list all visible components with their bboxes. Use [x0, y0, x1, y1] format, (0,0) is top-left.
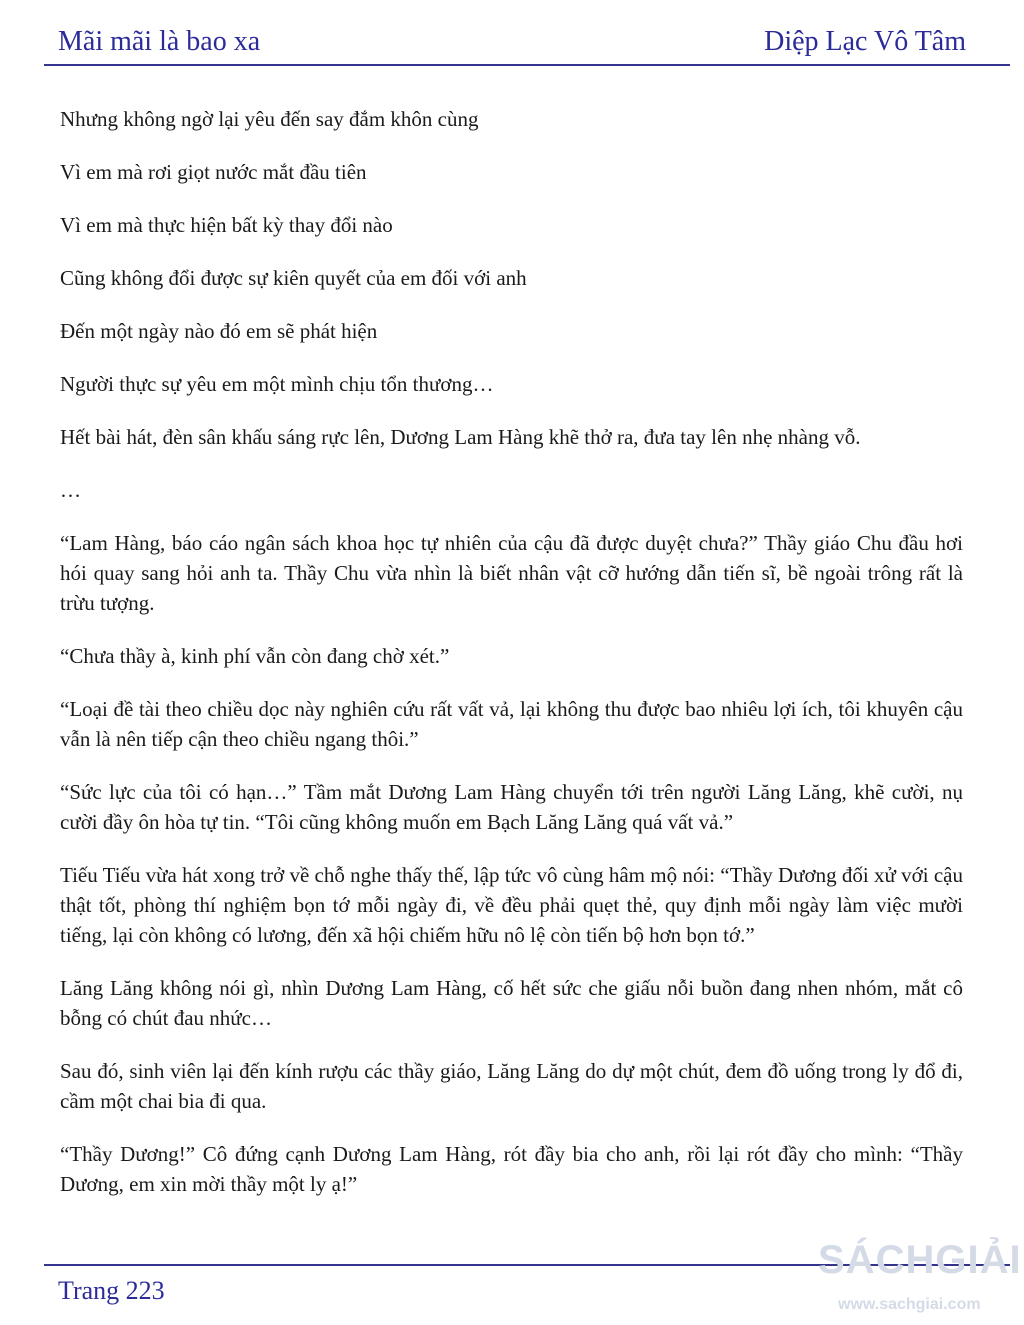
paragraph: Lăng Lăng không nói gì, nhìn Dương Lam Hàng, cố hết sức che giấu nỗi buồn đang nhen nhóm, mắt cô bỗng có chút đau nhức…	[60, 976, 963, 1030]
page-number: Trang 223	[58, 1276, 165, 1305]
paragraph: Tiếu Tiếu vừa hát xong trở về chỗ nghe thấy thế, lập tức vô cùng hâm mộ nói: “Thầy Dương đối xử với cậu thật tốt, phòng thí nghiệm bọn tớ mỗi ngày đi, về đều phải quẹt thẻ, quy định mỗi ngày làm việc mười tiếng, lại còn không có lương, đến xã hội chiếm hữu nô lệ còn tiến bộ hơn bọn tớ.”	[60, 863, 963, 947]
paragraph: “Sức lực của tôi có hạn…” Tầm mắt Dương Lam Hàng chuyển tới trên người Lăng Lăng, khẽ cười, nụ cười đầy ôn hòa tự tin. “Tôi cũng không muốn em Bạch Lăng Lăng quá vất vả.”	[60, 780, 963, 834]
text-line: Đến một ngày nào đó em sẽ phát hiện	[60, 319, 378, 343]
header-title: Mãi mãi là bao xa	[58, 26, 261, 57]
text-line: Người thực sự yêu em một mình chịu tổn thương…	[60, 372, 494, 396]
text-line: …	[60, 478, 81, 502]
watermark-url: www.sachgiai.com	[838, 1296, 981, 1313]
header-rule	[44, 64, 1010, 66]
text-line: Cũng không đổi được sự kiên quyết của em đối với anh	[60, 266, 527, 290]
paragraph: Sau đó, sinh viên lại đến kính rượu các thầy giáo, Lăng Lăng do dự một chút, đem đồ uống trong ly đổ đi, cầm một chai bia đi qua.	[60, 1059, 963, 1113]
header-author: Diệp Lạc Vô Tâm	[764, 26, 966, 57]
paragraph: “Chưa thầy à, kinh phí vẫn còn đang chờ xét.”	[60, 644, 450, 668]
paragraph: “Thầy Dương!” Cô đứng cạnh Dương Lam Hàng, rót đầy bia cho anh, rồi lại rót đầy cho mình: “Thầy Dương, em xin mời thầy một ly ạ!”	[60, 1142, 963, 1196]
text-line: Nhưng không ngờ lại yêu đến say đắm khôn cùng	[60, 107, 479, 131]
paragraph: “Loại đề tài theo chiều dọc này nghiên cứu rất vất vả, lại không thu được bao nhiêu lợi ích, tôi khuyên cậu vẫn là nên tiếp cận theo chiều ngang thôi.”	[60, 697, 963, 751]
paragraph: “Lam Hàng, báo cáo ngân sách khoa học tự nhiên của cậu đã được duyệt chưa?” Thầy giáo Chu đầu hơi hói quay sang hỏi anh ta. Thầy Chu vừa nhìn là biết nhân vật cỡ hướng dẫn tiến sĩ, bề ngoài trông rất là trừu tượng.	[60, 531, 963, 615]
text-line: Vì em mà thực hiện bất kỳ thay đổi nào	[60, 213, 393, 237]
page-content	[60, 104, 963, 1222]
watermark-logo-text: SÁCHGIẢI	[818, 1238, 1022, 1282]
text-line: Hết bài hát, đèn sân khấu sáng rực lên, Dương Lam Hàng khẽ thở ra, đưa tay lên nhẹ nhàng vỗ.	[60, 425, 861, 449]
text-line: Vì em mà rơi giọt nước mắt đầu tiên	[60, 160, 367, 184]
